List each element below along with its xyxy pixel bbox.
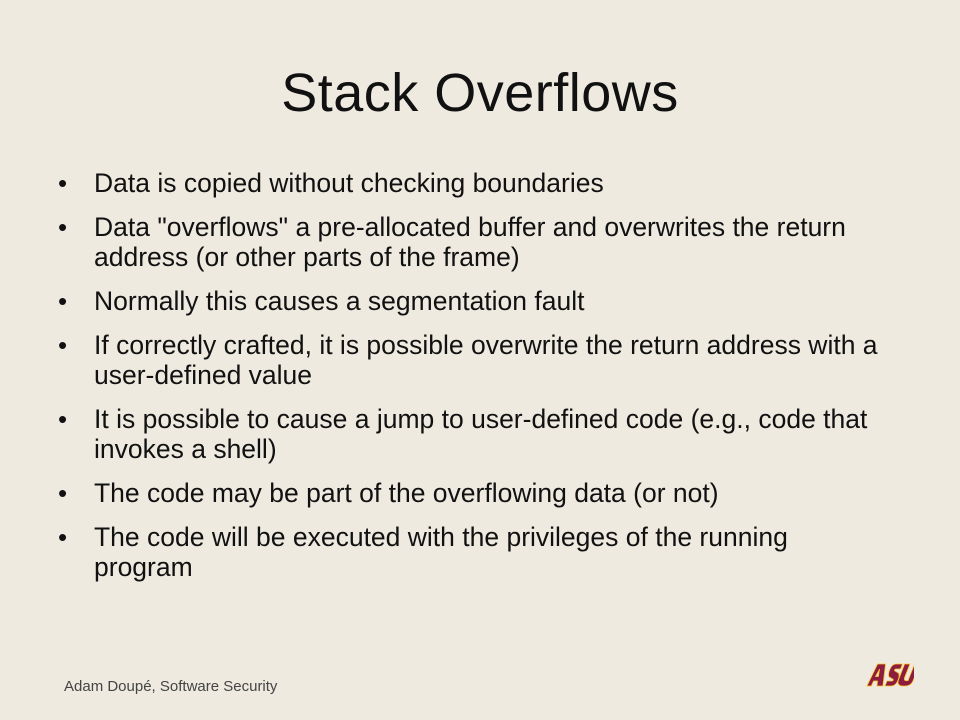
bullet-text: Normally this causes a segmentation fault <box>94 286 585 316</box>
asu-logo-icon <box>864 662 914 688</box>
bullet-text: Data "overflows" a pre-allocated buffer and overwrites the return address (or other parts of the frame) <box>94 212 846 272</box>
bullet-item <box>58 168 878 198</box>
bullet-icon: • <box>58 404 68 434</box>
bullet-text: The code may be part of the overflowing data (or not) <box>94 478 719 508</box>
bullet-list <box>58 168 878 596</box>
bullet-item <box>58 478 878 508</box>
bullet-icon: • <box>58 478 68 508</box>
bullet-icon: • <box>58 286 68 316</box>
bullet-icon: • <box>58 522 68 552</box>
bullet-text: The code will be executed with the privileges of the running program <box>94 522 788 582</box>
bullet-icon: • <box>58 168 68 198</box>
bullet-icon: • <box>58 212 68 242</box>
slide-title: Stack Overflows <box>281 63 679 123</box>
bullet-item <box>58 522 878 582</box>
footer-text: Adam Doupé, Software Security <box>64 678 278 695</box>
bullet-item <box>58 212 878 272</box>
bullet-text: It is possible to cause a jump to user-defined code (e.g., code that invokes a shell) <box>94 404 868 464</box>
logo-letter-a <box>867 664 888 686</box>
bullet-item <box>58 404 878 464</box>
bullet-text: If correctly crafted, it is possible overwrite the return address with a user-defined value <box>94 330 878 390</box>
bullet-item <box>58 330 878 390</box>
bullet-item <box>58 286 878 316</box>
bullet-text: Data is copied without checking boundaries <box>94 168 604 198</box>
bullet-icon: • <box>58 330 68 360</box>
